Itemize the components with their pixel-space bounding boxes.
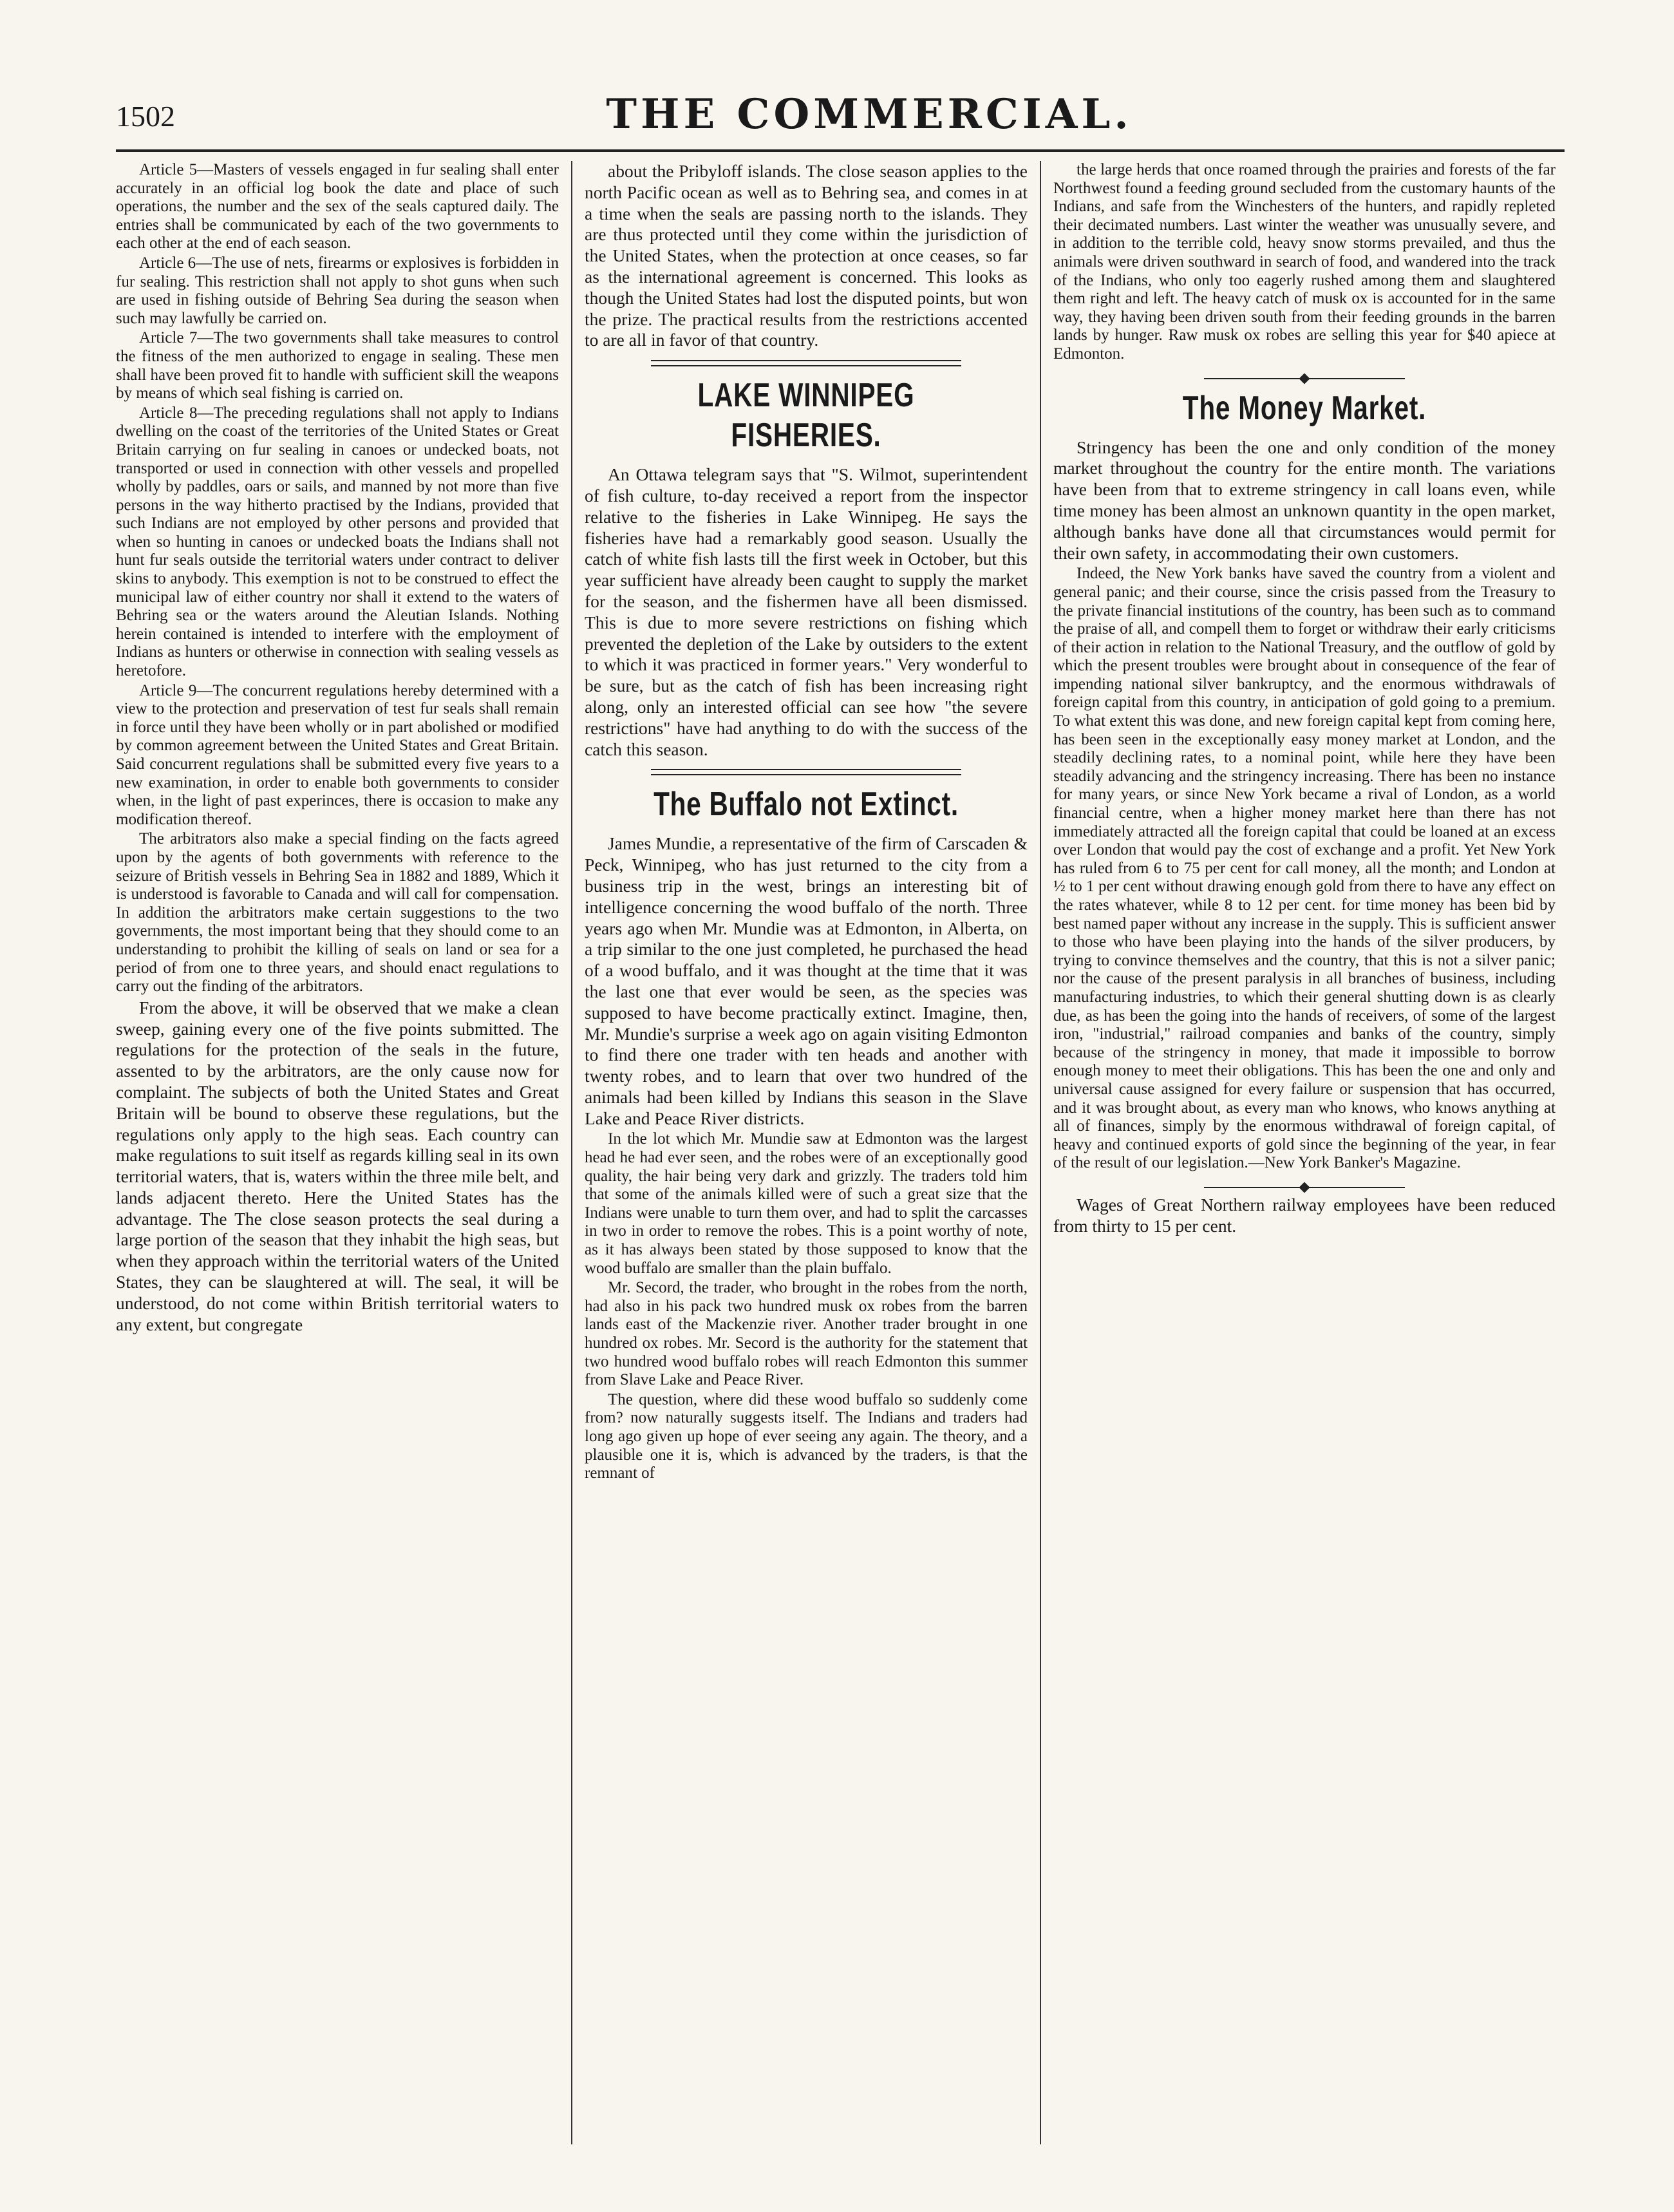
money-market-body: Indeed, the New York banks have saved the country from a violent and general panic; and their course, since the crisis passed from the Treasury to the private financial institutions of the country, has been such as to command the praise of all, and compell them to forget or withdraw their early criticisms of their action in relation to the National Treasury, and the outflow of gold by which the present troubles were brought about in consequence of the fear of impending national silver bankruptcy, and the enormous withdrawals of foreign capital from this country, in anticipation of gold going to a premium. To what extent this was done, and new foreign capital kept from coming here, has been seen in the exceptionally easy money market at London, and the steadily declining rates, to a nominal point, while here they have been steadily advancing and the stringency increasing. There has been no instance for many years, or since New York became a rival of London, as a world financial centre, when a higher money market here than there has not immediately attracted all the foreign capital that could be loaned at an excess over London that would pay the cost of exchange and a profit. Yet New York has ruled from 6 to 75 per cent for call money, all the month; and London at ½ to 1 per cent without drawing enough gold from there to have any effect on the rates whatever, while 8 to 12 per cent. for time money has been bid by best named paper without any increase in the supply. This is sufficient answer to those who have been playing into the hands of the silver producers, by trying to convince themselves and the country, that this is not a silver panic; nor the cause of the present paralysis in all branches of business, including manufacturing industries, to which their general shutting down is as clearly due, as has been the going into the hands of receivers, of some of the largest iron, "industrial," railroad companies and banks of the country, simply because of the stringency in money, that made it impossible to borrow enough money to meet their obligations. This has been the one and only and universal cause assigned for every failure or suspension that has occurred, and it was brought about, as every man who knows, who knows anything at all of finances, simply by the enormous withdrawal of foreign capital, of heavy and continued exports of gold since the beginning of the year, in fear of the result of our legislation.—New York Banker's Magazine.: [1053, 565, 1556, 1172]
buffalo-heading: The Buffalo not Extinct.: [654, 786, 959, 824]
section-rule: [651, 769, 961, 775]
page-header: [116, 90, 1565, 148]
fisheries-heading: LAKE WINNIPEG FISHERIES.: [697, 377, 915, 455]
column-divider: [571, 161, 572, 2144]
section-rule: [1204, 1187, 1405, 1188]
fisheries-body: An Ottawa telegram says that "S. Wilmot, superintendent of fish culture, to-day received a report from the inspector relative to the fisheries in Lake Winnipeg. He says the fisheries have had a remarkably good season. Usually the catch of white fish lasts till the first week in October, but this year sufficient have already been caught to supply the market for the season, and the fishermen have all been dismissed. This is due to more severe restrictions on fishing which prevented the depletion of the Lake by outsiders to the extent to which it was practiced in former years." Very wonderful to be sure, but as the catch of fish has been increasing right along, only an interested official can see how "the severe restrictions" have had anything to do with the success of the catch this season.: [585, 464, 1028, 759]
buffalo-paragraph: The question, where did these wood buffalo so suddenly come from? now naturally suggests itself. The Indians and traders had long ago given up hope of ever seeing any again. The theory, and a plausible one it is, which is advanced by the traders, is that the remnant of: [585, 1390, 1028, 1482]
column-3: [1053, 161, 1556, 2151]
editorial-paragraph: From the above, it will be observed that we make a clean sweep, gaining every one of the five points submitted. The regulations for the protection of the seals in the future, assented to by the arbitrators, are the only cause now for complaint. The subjects of both the United States and Great Britain will be bound to observe these regulations, but the regulations only apply to the high seas. Each country can make regulations to suit itself as regards killing seal in its own territorial waters, that is, waters within the three mile belt, and lands adjacent thereto. Here the United States has the advantage. The The close season protects the seal during a large portion of the season that they inhabit the high seas, but when they approach within the territorial waters of the United States, they can be slaughtered at will. The seal, it will be understood, do not come within British territorial waters to any extent, but congregate: [116, 997, 559, 1334]
section-rule: [651, 360, 961, 366]
continued-paragraph: about the Pribyloff islands. The close season applies to the north Pacific ocean as well as to Behring sea, and comes in at a time when the seals are passing north to the islands. They are thus protected until they come within the jurisdiction of the United States, when the protection at once ceases, so far as the international agreement is concerned. This looks as though the United States had lost the disputed points, but won the prize. The practical results from the restrictions accented to are all in favor of that country.: [585, 161, 1028, 350]
column-1: [116, 161, 559, 2151]
article-6: Article 6—The use of nets, firearms or explosives is forbidden in fur sealing. This restriction shall not apply to shot guns when such are used in fishing outside of Behring Sea during the season when such may lawfully be carried on.: [116, 254, 559, 327]
header-rule: [116, 149, 1565, 152]
column-divider: [1040, 161, 1041, 2144]
money-market-heading: The Money Market.: [1182, 389, 1427, 427]
page-number: 1502: [116, 100, 175, 133]
article-5: Article 5—Masters of vessels engaged in fur sealing shall enter accurately in an official log book the date and place of such operations, the number and the sex of the seals captured daily. The entries shall be communicated by each of the two governments to each other at the end of each season.: [116, 161, 559, 252]
buffalo-intro: James Mundie, a representative of the firm of Carscaden & Peck, Winnipeg, who has just returned to the city from a business trip in the west, brings an interesting bit of intelligence concerning the wood buffalo of the north. Three years ago when Mr. Mundie was at Edmonton, in Alberta, on a trip similar to the one just completed, he purchased the head of a wood buffalo, and it was thought at the time that it was the last one that ever would be seen, as the species was supposed to have become practically extinct. Imagine, then, Mr. Mundie's surprise a week ago on again visiting Edmonton to find there one trader with ten heads and another with twenty robes, and to learn that over two hundred of the animals had been killed by Indians this season in the Slave Lake and Peace River districts.: [585, 833, 1028, 1128]
column-2: [585, 161, 1028, 2151]
arbitrators-paragraph: The arbitrators also make a special finding on the facts agreed upon by the agents of both governments with reference to the seizure of British vessels in Behring Sea in 1882 and 1889, Which it is understood is favorable to Canada and will call for compensation. In addition the arbitrators make certain suggestions to the two governments, the most important being that they should come to an understanding to prohibit the killing of seals on land or sea for a period of from one to three years, and should enact regulations to carry out the finding of the arbitrators.: [116, 830, 559, 996]
article-8: Article 8—The preceding regulations shall not apply to Indians dwelling on the coast of the territories of the United States or Great Britain carrying on fur sealing in canoes or undecked boats, not transported or used in connection with other vessels and propelled wholly by paddles, oars or sails, and manned by not more than five persons in the way hitherto practised by the Indians, provided that such Indians are not employed by other persons and provided that when so hunting in canoes or undecked boats the Indians shall not hunt fur seals outside the territorial waters under contract to deliver skins to anybody. This exemption is not to be construed to effect the municipal law of either country nor shall it extend to the waters of Behring sea or the waters around the Aleutian Islands. Nothing herein contained is intended to interfere with the employment of Indians as hunters or otherwise in connection with sealing vessels as heretofore.: [116, 404, 559, 680]
continued-paragraph: the large herds that once roamed through the prairies and forests of the far Northwest found a feeding ground secluded from the customary haunts of the Indians, and safe from the Winchesters of the hunters, and rapidly repleted their decimated numbers. Last winter the weather was unusually severe, and in addition to the terrible cold, heavy snow storms prevailed, and thus the animals were driven southward in search of food, and wandered into the track of the Indians, who only too eagerly rushed among them and slaughtered them right and left. The heavy catch of musk ox is accounted for in the same way, they having been driven south from their feeding grounds in the barren lands by hunger. Raw musk ox robes are selling this year for $40 apiece at Edmonton.: [1053, 161, 1556, 363]
section-rule: [1204, 378, 1405, 379]
buffalo-paragraph: In the lot which Mr. Mundie saw at Edmonton was the largest head he had ever seen, and the robes were of an exceptionally good quality, the hair being very dark and grizzly. The traders told him that some of the animals killed were of such a great size that the Indians were unable to turn them over, and had to split the carcasses in two in order to remove the robes. This is a point worthy of note, as it has always been stated by those supposed to know that the wood buffalo are smaller than the plain buffalo.: [585, 1130, 1028, 1277]
masthead: THE COMMERCIAL.: [606, 90, 1133, 138]
article-9: Article 9—The concurrent regulations hereby determined with a view to the protection and preservation of test fur seals shall remain in force until they have been wholly or in part abolished or modified by common agreement between the United States and Great Britain. Said concurrent regulations shall be submitted every five years to a new examination, in order to enable both governments to consider when, in the light of past experinces, there is occasion to make any modification thereof.: [116, 681, 559, 828]
money-market-intro: Stringency has been the one and only condition of the money market throughout the country for the entire month. The variations have been from that to extreme stringency in call loans even, while time money has been almost an unknown quantity in the open market, although banks have done all that circumstances would permit for their own safety, in accommodating their own customers.: [1053, 437, 1556, 563]
article-7: Article 7—The two governments shall take measures to control the fitness of the men authorized to engage in sealing. These men shall have been proved fit to handle with sufficient skill the weapons by means of which seal fishing is carried on.: [116, 329, 559, 402]
wages-note: Wages of Great Northern railway employees have been reduced from thirty to 15 per cent.: [1053, 1194, 1556, 1236]
buffalo-paragraph: Mr. Secord, the trader, who brought in the robes from the north, had also in his pack two hundred musk ox robes from the barren lands east of the Mackenzie river. Another trader brought in one hundred ox robes. Mr. Secord is the authority for the statement that two hundred wood buffalo robes will reach Edmonton this summer from Slave Lake and Peace River.: [585, 1279, 1028, 1389]
